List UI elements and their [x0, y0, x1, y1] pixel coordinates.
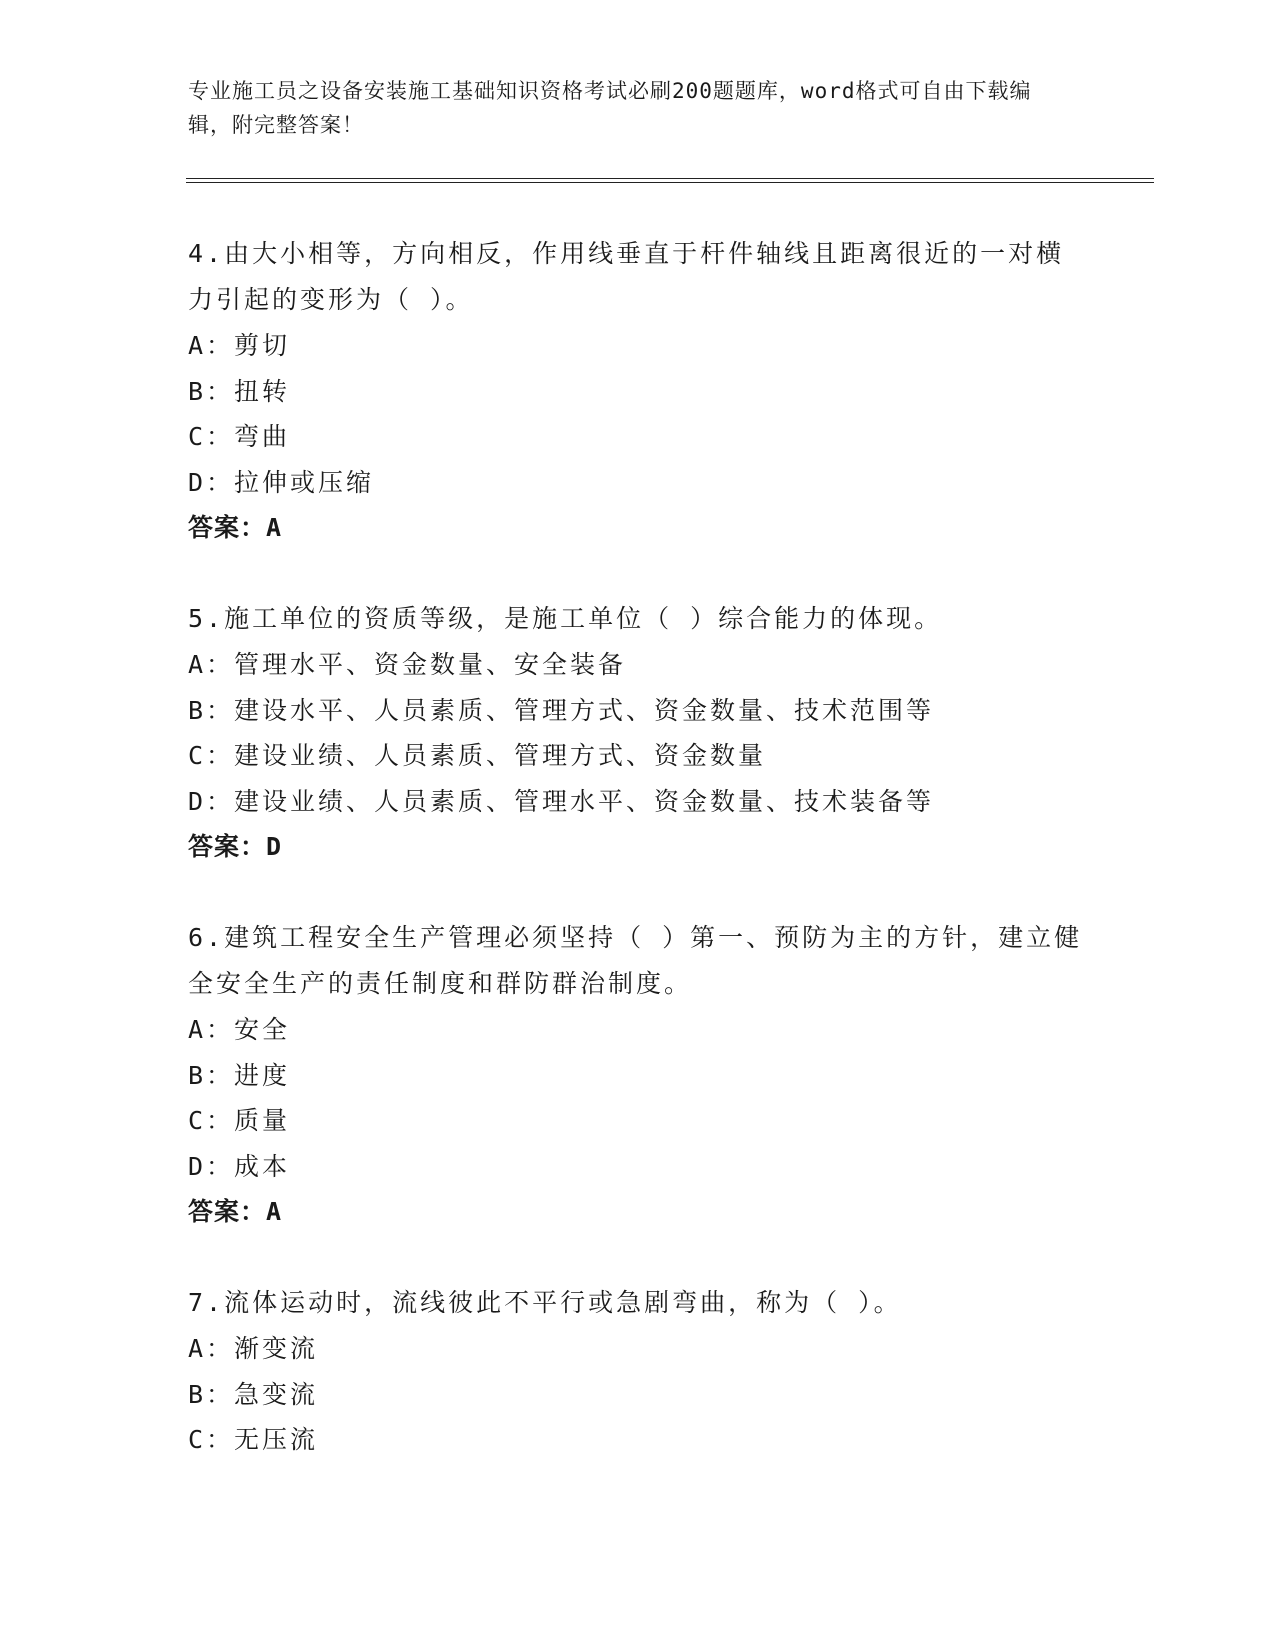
question-stem: 6.建筑工程安全生产管理必须坚持（ ）第一、预防为主的方针，建立健全安全生产的责任制度和群防群治制度。: [188, 923, 1083, 998]
option-d: D：建设业绩、人员素质、管理水平、资金数量、技术装备等: [188, 786, 935, 816]
question-7: [188, 1280, 1088, 1463]
option-c: C：质量: [188, 1106, 291, 1135]
option-a: A：安全: [188, 1015, 291, 1044]
header-divider: [186, 178, 1154, 183]
option-a: A：剪切: [188, 331, 291, 360]
option-b: B：进度: [188, 1060, 291, 1090]
option-b: B：急变流: [188, 1379, 319, 1409]
option-a: A：渐变流: [188, 1334, 319, 1363]
answer: 答案：A: [188, 513, 283, 542]
question-6: [188, 915, 1088, 1235]
question-5: [188, 596, 1088, 870]
answer: 答案：A: [188, 1197, 283, 1226]
question-list: [188, 231, 1088, 1508]
option-c: C：建设业绩、人员素质、管理方式、资金数量: [188, 741, 767, 770]
option-b: B：扭转: [188, 376, 291, 406]
option-c: C：无压流: [188, 1425, 319, 1454]
question-4: [188, 231, 1088, 551]
question-stem: 7.流体运动时，流线彼此不平行或急剧弯曲，称为（ ）。: [188, 1288, 902, 1317]
option-b: B：建设水平、人员素质、管理方式、资金数量、技术范围等: [188, 695, 935, 725]
question-stem: 5.施工单位的资质等级，是施工单位（ ）综合能力的体现。: [188, 604, 943, 633]
document-header: 专业施工员之设备安装施工基础知识资格考试必刷200题题库，word格式可自由下载编辑，附完整答案！: [188, 79, 1032, 137]
option-c: C：弯曲: [188, 422, 291, 451]
option-d: D：成本: [188, 1151, 291, 1181]
option-a: A：管理水平、资金数量、安全装备: [188, 650, 627, 679]
option-d: D：拉伸或压缩: [188, 467, 375, 497]
question-stem: 4.由大小相等，方向相反，作用线垂直于杆件轴线且距离很近的一对横力引起的变形为（ ）。: [188, 239, 1065, 314]
answer: 答案：D: [188, 832, 283, 861]
